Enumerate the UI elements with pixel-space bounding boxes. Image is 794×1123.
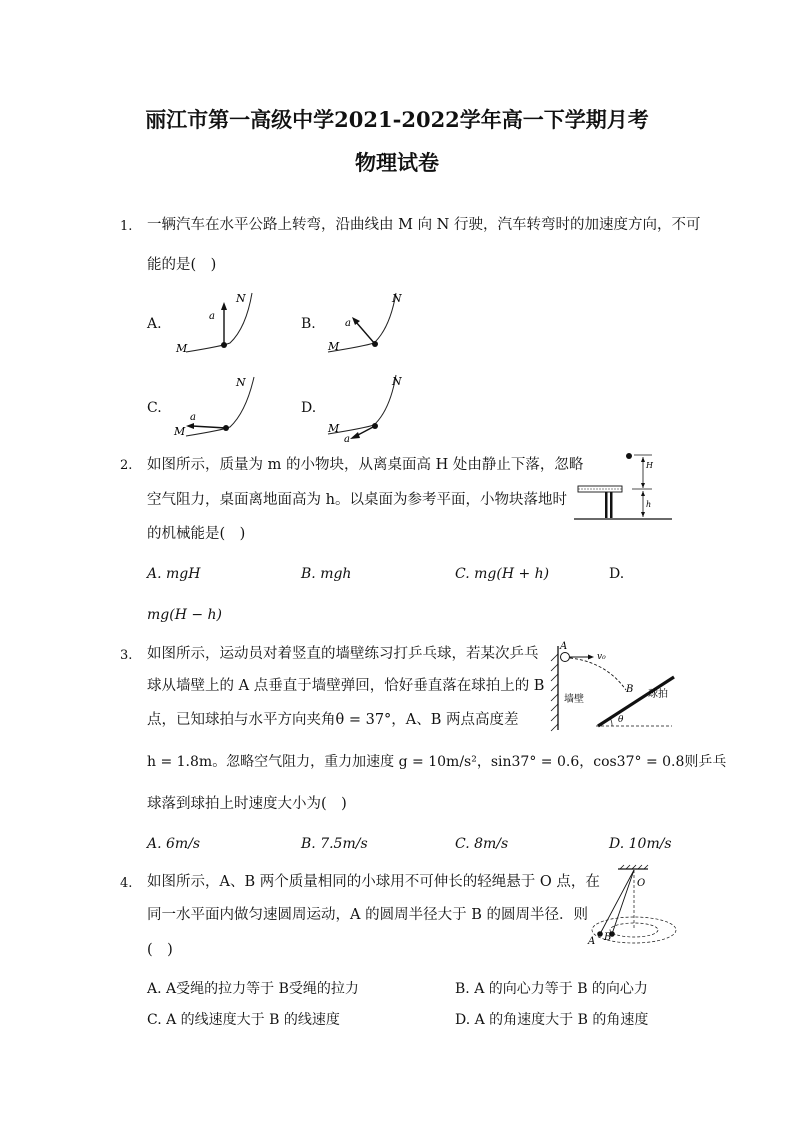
- option-b: B. mgh: [301, 566, 352, 582]
- svg-text:M: M: [328, 340, 340, 353]
- svg-text:A: A: [560, 641, 568, 652]
- option-d: D. 10m/s: [609, 836, 672, 852]
- svg-text:a: a: [345, 318, 351, 329]
- option-b: B. 7.5m/s: [301, 836, 368, 852]
- svg-text:N: N: [236, 376, 246, 389]
- page-title: 丽江市第一高级中学2021-2022学年高一下学期月考: [145, 107, 649, 132]
- question-text-line: 的机械能是( ): [147, 526, 246, 542]
- question-text-line: 空气阻力，桌面离地面高为 h。以桌面为参考平面，小物块落地时: [147, 492, 567, 508]
- svg-text:M: M: [328, 422, 340, 435]
- svg-text:v₀: v₀: [597, 652, 606, 662]
- option-d: D. A 的角速度大于 B 的角速度: [455, 1012, 649, 1028]
- svg-text:B: B: [626, 684, 634, 695]
- question-text-line: h = 1.8m。忽略空气阻力，重力加速度 g = 10m/s²，sin37° = 0.6，cos37° = 0.8则乒乓: [147, 754, 727, 770]
- question-number: 1.: [120, 219, 133, 234]
- svg-text:h: h: [646, 500, 652, 509]
- question-text-line: 能的是( ): [147, 257, 217, 273]
- svg-text:a: a: [344, 434, 350, 444]
- option-c: C. A 的线速度大于 B 的线速度: [147, 1012, 340, 1028]
- question-number: 3.: [120, 648, 133, 663]
- option-d-text: mg(H − h): [147, 607, 223, 623]
- svg-text:O: O: [637, 878, 646, 889]
- svg-text:N: N: [236, 292, 246, 305]
- option-c: C. 8m/s: [455, 836, 509, 852]
- svg-text:a: a: [190, 412, 196, 423]
- question-text-line: 如图所示，运动员对着竖直的墙壁练习打乒乓球，若某次乒乓: [147, 646, 539, 662]
- svg-text:a: a: [209, 311, 215, 322]
- pingpong-figure: [546, 640, 676, 732]
- svg-text:M: M: [174, 425, 186, 438]
- question-text-line: 同一水平面内做匀速圆周运动，A 的圆周半径大于 B 的圆周半径．则: [147, 907, 588, 923]
- svg-text:M: M: [176, 342, 188, 355]
- question-text-line: 如图所示，质量为 m 的小物块，从离桌面高 H 处由静止下落，忽略: [147, 457, 584, 473]
- conical-pendulum-figure: [586, 864, 682, 950]
- question-number: 2.: [120, 458, 133, 473]
- option-d-label: D.: [301, 400, 317, 416]
- question-text-line: 如图所示，A、B 两个质量相同的小球用不可伸长的轻绳悬于 O 点，在: [147, 874, 600, 890]
- option-b: B. A 的向心力等于 B 的向心力: [455, 981, 648, 997]
- question-text-line: ( ): [147, 942, 173, 958]
- option-d-label: D.: [609, 566, 625, 582]
- option-c-figure: [168, 372, 268, 444]
- question-number: 4.: [120, 876, 133, 891]
- svg-text:球拍: 球拍: [648, 689, 668, 700]
- svg-text:墙壁: 墙壁: [564, 694, 584, 705]
- option-a: A. A受绳的拉力等于 B受绳的拉力: [147, 981, 359, 997]
- option-b-figure: [320, 288, 420, 360]
- option-a-label: A.: [147, 316, 162, 332]
- question-text-line: 球从墙壁上的 A 点垂直于墙壁弹回，恰好垂直落在球拍上的 B: [147, 678, 545, 694]
- svg-text:N: N: [392, 292, 402, 305]
- page-subtitle: 物理试卷: [355, 150, 439, 175]
- option-d-figure: [320, 372, 420, 444]
- option-c: C. mg(H + h): [455, 566, 550, 582]
- option-a-figure: [168, 288, 268, 360]
- table-drop-figure: [572, 446, 674, 524]
- question-text-line: 一辆汽车在水平公路上转弯，沿曲线由 M 向 N 行驶，汽车转弯时的加速度方向，不可: [147, 217, 701, 233]
- option-b-label: B.: [301, 316, 316, 332]
- svg-text:θ: θ: [618, 715, 624, 725]
- option-c-label: C.: [147, 400, 162, 416]
- svg-text:H: H: [646, 461, 653, 470]
- question-text-line: 球落到球拍上时速度大小为( ): [147, 796, 347, 812]
- svg-text:N: N: [392, 375, 402, 388]
- svg-text:A: A: [588, 936, 596, 947]
- svg-text:B: B: [604, 932, 612, 943]
- option-a: A. mgH: [147, 566, 201, 582]
- option-a: A. 6m/s: [147, 836, 201, 852]
- question-text-line: 点，已知球拍与水平方向夹角θ = 37°，A、B 两点高度差: [147, 712, 519, 728]
